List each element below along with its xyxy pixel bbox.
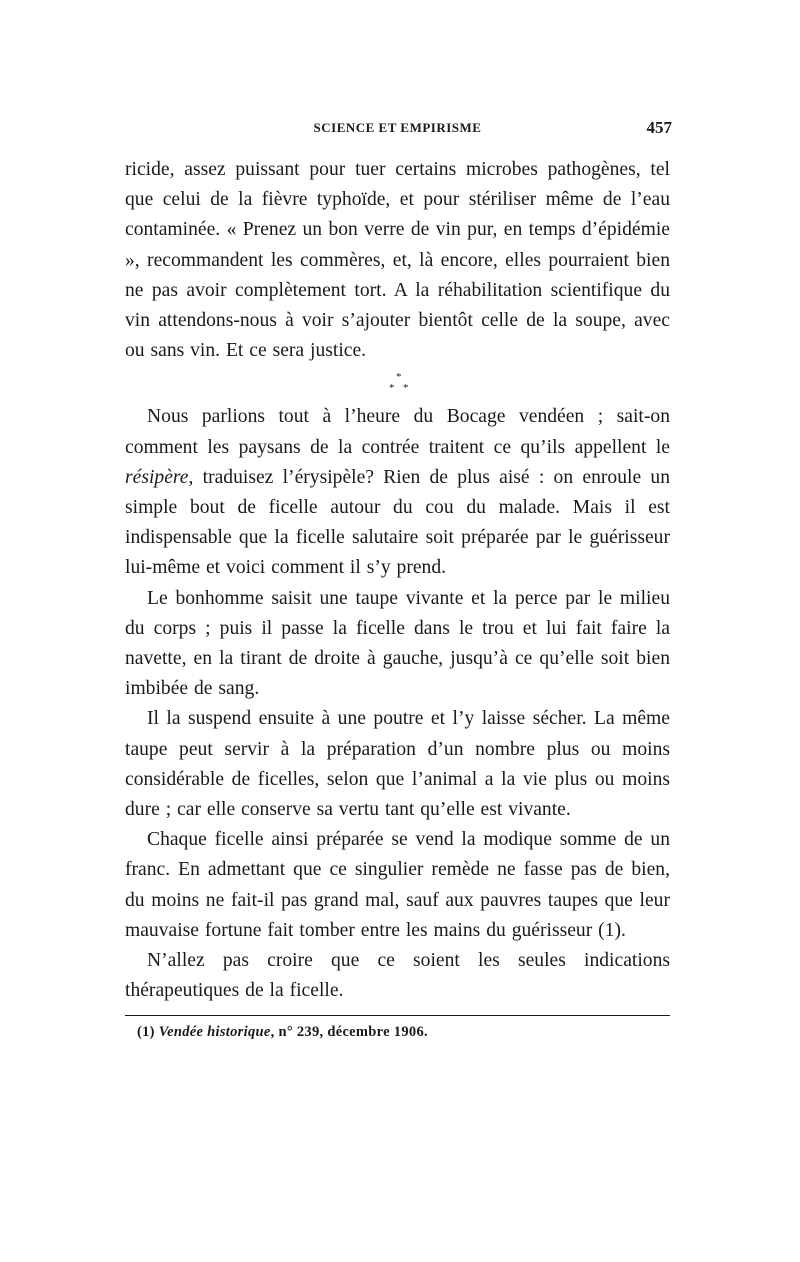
running-title: SCIENCE ET EMPIRISME xyxy=(313,120,482,135)
running-head xyxy=(125,116,670,140)
paragraph-sechage: Il la suspend ensuite à une poutre et l’y laisse sécher. La même taupe peut servir à la préparation d’un nombre plus ou moins considérable de ficelles, selon que l’animal a la vie plus ou moins dure ; car elle conserve sa vertu tant qu’elle est vivante. xyxy=(125,708,670,821)
paragraph-prix: Chaque ficelle ainsi préparée se vend la modique somme de un franc. En admettant que ce singulier remède ne fasse pas de bien, du moins ne fait-il pas grand mal, sauf aux pauvres taupes que leur mauvaise fortune fait tomber entre les mains du guérisseur (1). xyxy=(125,829,670,941)
footnote-divider xyxy=(125,1015,670,1016)
body-text xyxy=(125,155,670,1006)
asterism-star-top: * xyxy=(396,371,402,384)
term-resipere: résipère xyxy=(125,466,189,488)
book-page xyxy=(125,116,670,1041)
section-separator xyxy=(125,368,670,402)
asterism-star-right: * xyxy=(403,382,409,395)
asterism-star-left: * xyxy=(389,382,395,395)
paragraph-taupe: Le bonhomme saisit une taupe vivante et la perce par le milieu du corps ; puis il passe la ficelle dans le trou et lui fait faire la navette, en la tirant de droite à gauche, jusqu’à ce qu’elle soit bien imbibée de sang. xyxy=(125,587,670,700)
footnote-marker: (1) xyxy=(137,1024,155,1041)
paragraph-resipere xyxy=(125,402,670,583)
footnote-details: , n° 239, décembre 1906. xyxy=(270,1024,428,1041)
page-number: 457 xyxy=(646,118,672,137)
paragraph-resipere-start: Nous parlions tout à l’heure du Bocage vendéen ; sait-on comment les paysans de la contrée traitent ce qu’ils appellent le xyxy=(125,406,670,458)
footnote-source: Vendée historique xyxy=(158,1024,271,1041)
paragraph-resipere-end: , traduisez l’érysipèle? Rien de plus aisé : on enroule un simple bout de ficelle autour du cou du malade. Mais il est indispensable que la ficelle salutaire soit préparée par le guérisseur lui-même et voici comment il s’y prend. xyxy=(125,466,670,579)
paragraph-continuation: ricide, assez puissant pour tuer certains microbes pathogènes, tel que celui de la fièvre typhoïde, et pour stériliser même de l’eau contaminée. « Prenez un bon verre de vin pur, en temps d’épidémie », recommandent les commères, et, là encore, elles pourraient bien ne pas avoir complètement tort. A la réhabilitation scientifique du vin attendons-nous à voir s’ajouter bientôt celle de la soupe, avec ou sans vin. Et ce sera justice. xyxy=(125,159,670,362)
footnote xyxy=(125,1024,670,1041)
paragraph-indications: N’allez pas croire que ce soient les seules indications thérapeutiques de la ficelle. xyxy=(125,950,670,1002)
